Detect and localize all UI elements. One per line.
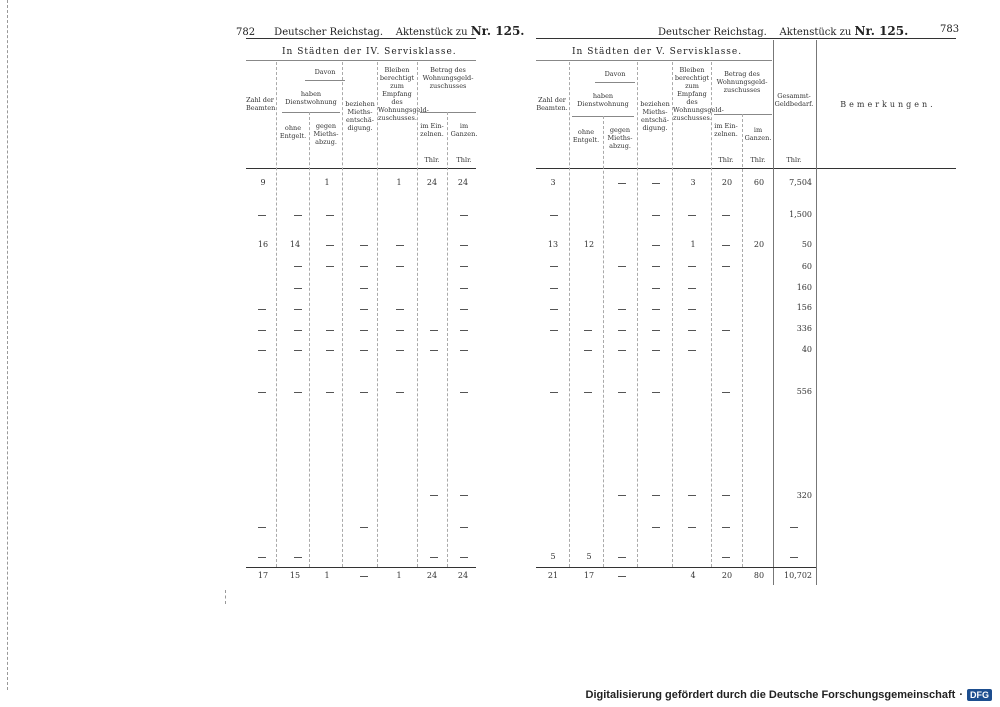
total-cell: 21 — [547, 571, 559, 580]
table-cell: 1 — [396, 178, 402, 187]
left-nr: Nr. 125. — [470, 24, 525, 38]
empty-dash — [360, 266, 368, 267]
left-header-rule — [246, 38, 476, 39]
empty-dash — [722, 215, 730, 216]
right-hdr-gesammt: Gesammt-Geldbedarf. — [774, 92, 814, 108]
table-cell: 5 — [550, 552, 556, 561]
empty-dash — [460, 215, 468, 216]
empty-dash — [618, 495, 626, 496]
right-hdr-im-ganzen: im Ganzen. — [744, 126, 772, 142]
table-cell: 1 — [690, 240, 696, 249]
empty-dash — [396, 266, 404, 267]
total-cell: 17 — [257, 571, 269, 580]
table-cell: 156 — [796, 303, 812, 312]
left-hdr-gegen: gegen Mieths-abzug. — [313, 122, 339, 146]
right-totals-rule — [536, 567, 816, 568]
empty-dash — [396, 309, 404, 310]
empty-dash — [294, 392, 302, 393]
left-col-sep-4 — [377, 62, 378, 567]
left-betrag-rule — [420, 112, 476, 113]
table-cell: 9 — [260, 178, 266, 187]
right-hdr-im-einzelnen: im Ein-zelnen. — [714, 122, 738, 138]
right-page-header — [658, 24, 908, 38]
left-header-bottom-rule — [246, 168, 476, 169]
table-cell: 60 — [753, 178, 765, 187]
empty-dash — [688, 288, 696, 289]
empty-dash — [652, 245, 660, 246]
empty-dash — [550, 215, 558, 216]
empty-dash — [430, 557, 438, 558]
empty-dash — [618, 330, 626, 331]
right-aktenstueck: Aktenstück zu — [779, 27, 852, 38]
total-cell: 24 — [457, 571, 469, 580]
empty-dash — [360, 245, 368, 246]
left-hdr-im-einzelnen: im Ein-zelnen. — [420, 122, 444, 138]
empty-dash — [294, 350, 302, 351]
empty-dash — [722, 245, 730, 246]
left-hdr-davon: Davon — [314, 68, 336, 76]
empty-dash — [460, 527, 468, 528]
right-title-rule — [536, 60, 772, 61]
empty-dash — [722, 495, 730, 496]
empty-dash — [294, 266, 302, 267]
dfg-logo-icon: DFG — [967, 689, 992, 701]
right-col-sep-4 — [672, 62, 673, 567]
table-cell: 5 — [586, 552, 592, 561]
left-hdr-betrag: Betrag des Wohnungsgeld-zuschusses — [422, 66, 474, 90]
empty-dash — [430, 350, 438, 351]
table-cell: 50 — [801, 240, 812, 249]
left-davon-rule — [305, 80, 345, 81]
total-cell: 1 — [324, 571, 330, 580]
left-hdr-ohne: ohne Entgelt. — [279, 124, 307, 140]
scan-edge-mark — [7, 0, 8, 690]
empty-dash — [258, 330, 266, 331]
empty-dash — [258, 527, 266, 528]
empty-dash — [652, 288, 660, 289]
total-cell: 10,702 — [784, 571, 812, 580]
left-col-sep-3 — [342, 62, 343, 567]
table-cell: 14 — [289, 240, 301, 249]
empty-dash — [618, 392, 626, 393]
empty-dash — [460, 245, 468, 246]
empty-dash — [550, 266, 558, 267]
empty-dash — [360, 350, 368, 351]
empty-dash — [550, 330, 558, 331]
empty-dash — [688, 266, 696, 267]
table-cell: 320 — [796, 491, 812, 500]
empty-dash — [294, 330, 302, 331]
table-cell: 60 — [801, 262, 812, 271]
empty-dash — [652, 266, 660, 267]
table-cell: 1 — [324, 178, 330, 187]
table-cell: 24 — [457, 178, 469, 187]
right-hdr-bemerkungen: Bemerkungen. — [840, 100, 936, 109]
table-cell: 24 — [426, 178, 438, 187]
empty-dash — [550, 288, 558, 289]
table-cell: 3 — [550, 178, 556, 187]
empty-dash — [460, 350, 468, 351]
empty-dash — [460, 557, 468, 558]
right-hdr-ohne: ohne Entgelt. — [572, 128, 600, 144]
empty-dash — [460, 309, 468, 310]
empty-dash — [584, 350, 592, 351]
table-cell: 20 — [753, 240, 765, 249]
right-col-sep-1 — [569, 62, 570, 567]
empty-dash — [430, 495, 438, 496]
empty-dash — [460, 392, 468, 393]
empty-dash — [722, 392, 730, 393]
empty-dash — [688, 527, 696, 528]
right-hdr-thlr-2: Thlr. — [750, 156, 766, 164]
empty-dash — [790, 527, 798, 528]
left-title-rule — [246, 60, 476, 61]
empty-dash — [652, 215, 660, 216]
empty-dash — [722, 266, 730, 267]
empty-dash — [652, 392, 660, 393]
empty-dash — [618, 266, 626, 267]
total-cell: 80 — [753, 571, 765, 580]
right-betrag-rule — [714, 114, 772, 115]
empty-dash — [722, 527, 730, 528]
empty-dash — [652, 309, 660, 310]
right-hdr-beziehen: beziehen Mieths-entschä-digung. — [640, 100, 670, 132]
left-page-header — [236, 24, 524, 38]
left-hdr-im-ganzen: im Ganzen. — [450, 122, 478, 138]
right-page — [500, 0, 1000, 707]
right-hdr-gegen: gegen Mieths-abzug. — [607, 126, 633, 150]
empty-dash — [258, 350, 266, 351]
empty-dash — [722, 330, 730, 331]
empty-dash — [360, 330, 368, 331]
empty-dash — [360, 309, 368, 310]
right-nr: Nr. 125. — [854, 24, 909, 38]
empty-dash — [688, 309, 696, 310]
total-cell: 4 — [690, 571, 696, 580]
scan-edge-mark — [225, 590, 226, 604]
empty-dash — [460, 266, 468, 267]
table-cell: 12 — [583, 240, 595, 249]
right-col-sep-8 — [816, 40, 817, 585]
empty-dash — [688, 330, 696, 331]
empty-dash — [550, 309, 558, 310]
right-hdr-thlr-3: Thlr. — [786, 156, 802, 164]
left-col-sep-5 — [417, 62, 418, 567]
right-col-sep-3 — [637, 62, 638, 567]
empty-dash — [294, 557, 302, 558]
empty-dash — [326, 392, 334, 393]
empty-dash — [258, 215, 266, 216]
right-table-title: In Städten der V. Servisklasse. — [572, 47, 743, 57]
left-totals-rule — [246, 567, 476, 568]
empty-dash — [360, 288, 368, 289]
table-cell: 1,500 — [789, 210, 812, 219]
right-hdr-haben: haben Dienstwohnung — [577, 92, 629, 108]
empty-dash — [652, 527, 660, 528]
empty-dash — [396, 330, 404, 331]
total-cell: 24 — [426, 571, 438, 580]
right-col-sep-2 — [603, 116, 604, 567]
right-page-number: 783 — [940, 24, 960, 35]
empty-dash — [584, 330, 592, 331]
empty-dash — [294, 215, 302, 216]
empty-dash — [550, 392, 558, 393]
left-table-title: In Städten der IV. Servisklasse. — [282, 47, 457, 57]
empty-dash — [258, 309, 266, 310]
table-cell: 20 — [721, 178, 733, 187]
empty-dash — [722, 557, 730, 558]
right-col-sep-6 — [742, 114, 743, 567]
empty-dash — [652, 495, 660, 496]
table-cell: 336 — [796, 324, 812, 333]
empty-dash — [326, 350, 334, 351]
empty-dash — [618, 557, 626, 558]
empty-dash — [326, 215, 334, 216]
left-aktenstueck: Aktenstück zu — [395, 27, 468, 38]
right-col-sep-7 — [773, 40, 774, 585]
empty-dash — [430, 330, 438, 331]
empty-dash — [396, 392, 404, 393]
total-cell: 1 — [396, 571, 402, 580]
right-col-sep-5 — [711, 62, 712, 567]
empty-dash — [652, 330, 660, 331]
empty-dash — [326, 266, 334, 267]
table-cell: 160 — [796, 283, 812, 292]
empty-dash — [294, 309, 302, 310]
empty-dash — [618, 309, 626, 310]
empty-dash — [360, 392, 368, 393]
right-header-bottom-rule — [536, 168, 956, 169]
empty-dash — [460, 495, 468, 496]
empty-dash — [460, 288, 468, 289]
right-header-rule — [536, 38, 956, 39]
total-cell: 17 — [583, 571, 595, 580]
left-hdr-haben: haben Dienstwohnung — [285, 90, 337, 106]
left-running-head: Deutscher Reichstag. — [274, 27, 383, 38]
empty-dash — [688, 350, 696, 351]
empty-dash — [326, 330, 334, 331]
table-cell: 7,504 — [789, 178, 812, 187]
right-davon-rule — [595, 82, 635, 83]
empty-dash — [618, 183, 626, 184]
empty-dash — [258, 392, 266, 393]
table-cell: 40 — [801, 345, 812, 354]
empty-dash — [688, 215, 696, 216]
right-running-head: Deutscher Reichstag. — [658, 27, 767, 38]
empty-dash — [360, 576, 368, 577]
footer-separator: · — [959, 689, 963, 701]
left-hdr-thlr-1: Thlr. — [424, 156, 440, 164]
empty-dash — [618, 350, 626, 351]
table-cell: 3 — [690, 178, 696, 187]
left-haben-rule — [282, 112, 340, 113]
empty-dash — [652, 183, 660, 184]
empty-dash — [790, 557, 798, 558]
empty-dash — [396, 350, 404, 351]
right-hdr-betrag: Betrag des Wohnungsgeld-zuschusses — [716, 70, 768, 94]
empty-dash — [460, 330, 468, 331]
empty-dash — [258, 557, 266, 558]
table-cell: 13 — [547, 240, 559, 249]
total-cell: 15 — [289, 571, 301, 580]
empty-dash — [360, 527, 368, 528]
empty-dash — [396, 245, 404, 246]
total-cell: 20 — [721, 571, 733, 580]
empty-dash — [618, 576, 626, 577]
right-hdr-bleiben: Bleiben berechtigt zum Empfang des Wohnungsgeld-zuschusses. — [673, 66, 724, 122]
empty-dash — [688, 495, 696, 496]
left-page-number: 782 — [236, 27, 256, 38]
left-hdr-zahl: Zahl der Beamten. — [246, 96, 278, 112]
left-hdr-thlr-2: Thlr. — [456, 156, 472, 164]
right-hdr-thlr-1: Thlr. — [718, 156, 734, 164]
empty-dash — [652, 350, 660, 351]
empty-dash — [294, 288, 302, 289]
digitization-footer — [586, 689, 992, 701]
left-col-sep-1 — [276, 62, 277, 567]
empty-dash — [326, 245, 334, 246]
table-cell: 556 — [796, 387, 812, 396]
left-col-sep-2 — [309, 112, 310, 567]
left-hdr-beziehen: beziehen Mieths-entschä-digung. — [345, 100, 375, 132]
empty-dash — [584, 392, 592, 393]
left-hdr-bleiben: Bleiben berechtigt zum Empfang des Wohnungsgeld-zuschusses. — [378, 66, 429, 122]
footer-text: Digitalisierung gefördert durch die Deutsche Forschungsgemeinschaft — [585, 689, 956, 701]
right-hdr-davon: Davon — [604, 70, 626, 78]
table-cell: 16 — [257, 240, 269, 249]
right-hdr-zahl: Zahl der Beamten. — [536, 96, 568, 112]
